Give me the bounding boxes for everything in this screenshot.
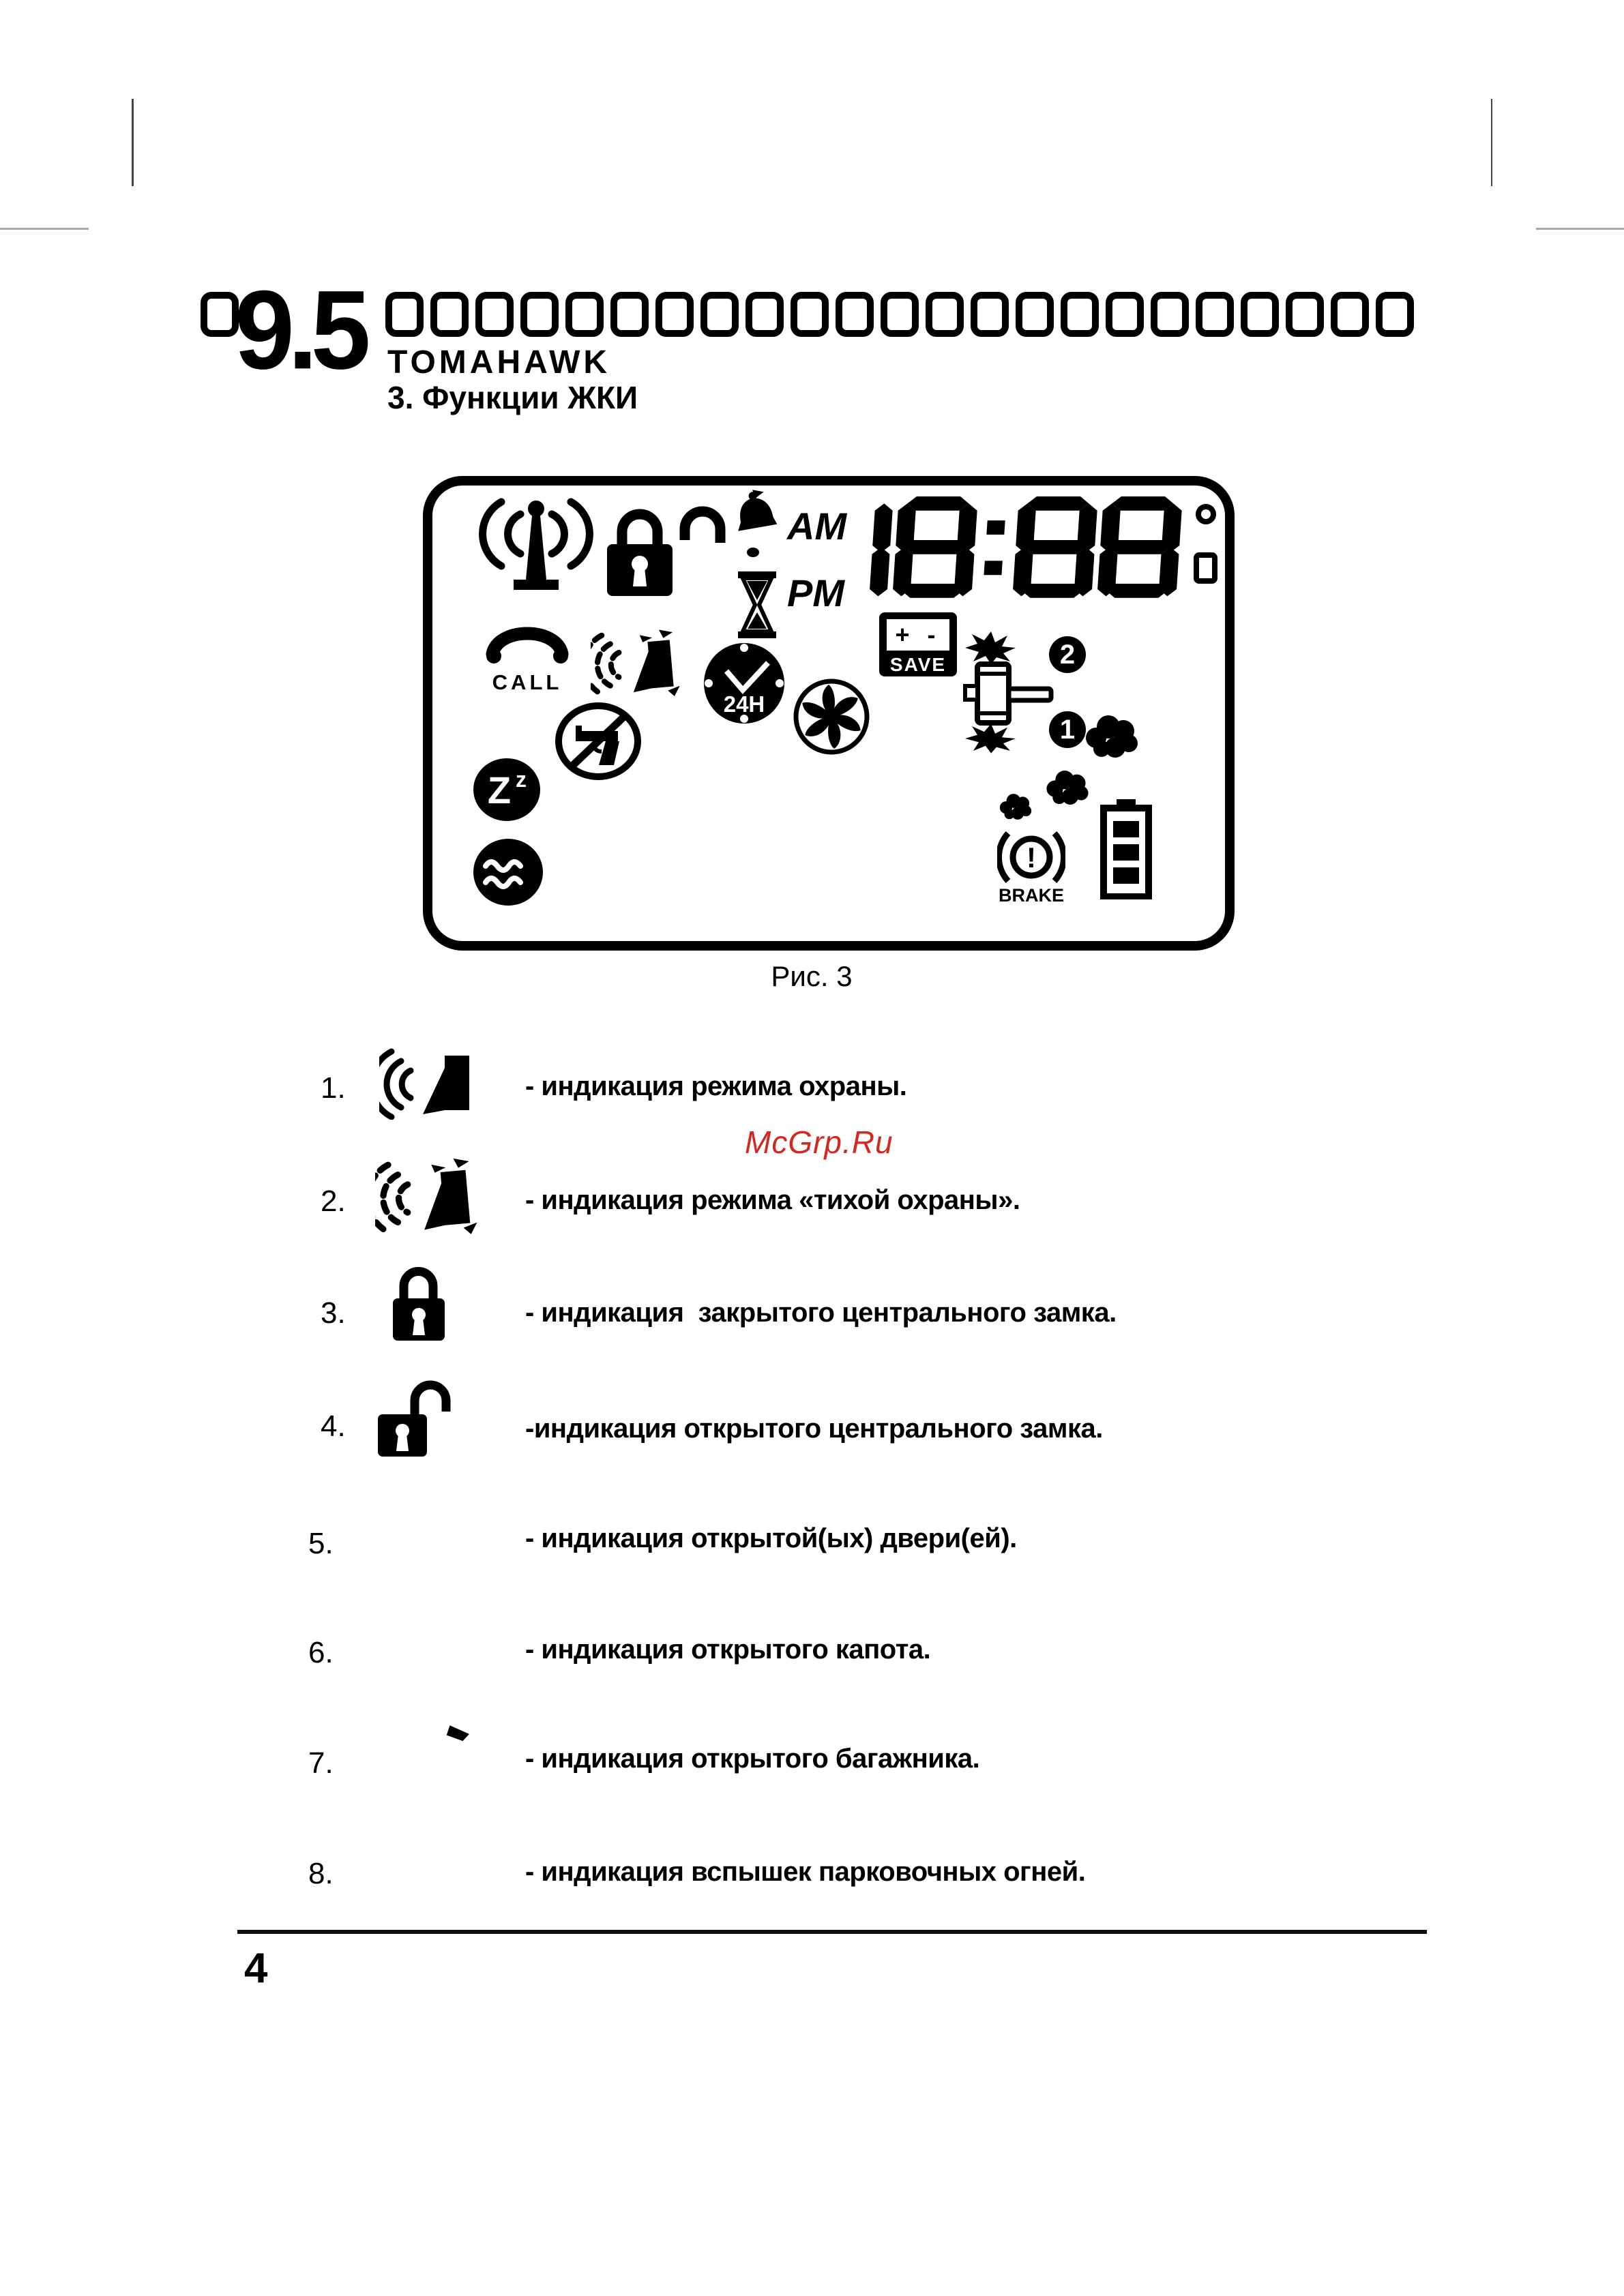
lock-open-icon <box>375 1369 458 1461</box>
call-label: CALL <box>492 670 563 694</box>
legend-num: 3. <box>321 1296 346 1330</box>
time-display <box>850 496 1185 600</box>
battery-level-icon <box>1099 799 1153 899</box>
header-tile <box>1016 292 1054 337</box>
legend-num: 4. <box>321 1410 346 1443</box>
sleep-z-big: Z <box>487 769 512 811</box>
page-number: 4 <box>244 1945 268 1992</box>
svg-text:!: ! <box>1027 841 1036 874</box>
sleep-z-small: z <box>516 767 527 792</box>
header-tile-strip <box>385 292 1414 337</box>
sleep-icon <box>472 757 542 823</box>
header-tile <box>475 292 514 337</box>
legend-label: - индикация открытого багажника. <box>525 1744 980 1774</box>
hourglass-icon <box>736 571 778 638</box>
exhaust-cloud-icon <box>999 791 1033 822</box>
footer-divider <box>237 1930 1427 1934</box>
legend-label: -индикация открытого центрального замка. <box>525 1414 1103 1444</box>
lcd-display-panel <box>423 476 1235 951</box>
legend-label: - индикация открытого капота. <box>525 1635 931 1665</box>
heat-waves-icon <box>472 837 544 908</box>
logo-brand: TOMAHAWK <box>387 344 611 381</box>
crop-mark-top-right <box>1491 99 1492 186</box>
legend-label: - индикация открытой(ых) двери(ей). <box>525 1523 1017 1553</box>
lock-closed-icon <box>596 501 743 606</box>
lock-closed-icon <box>386 1259 451 1345</box>
header-tile <box>881 292 919 337</box>
clock-24h-icon <box>702 641 786 726</box>
lock-open-shackle-icon <box>685 511 720 543</box>
legend-num: 1. <box>321 1071 346 1105</box>
header-tile <box>1106 292 1144 337</box>
save-label: SAVE <box>889 654 947 675</box>
sensor-zone-2-badge <box>1049 636 1086 673</box>
figure-caption: Рис. 3 <box>771 960 853 992</box>
sensor-zone-1-badge <box>1049 711 1086 748</box>
header-tile <box>385 292 424 337</box>
car-lights-flash-icon <box>329 1826 491 1893</box>
header-tile <box>926 292 964 337</box>
car-illustration <box>447 1725 469 1741</box>
header-tile <box>430 292 469 337</box>
svg-text:2: 2 <box>1059 640 1076 670</box>
speaker-silent-icon <box>375 1158 481 1238</box>
speaker-silent-icon <box>591 625 683 704</box>
am-indicator: AM <box>787 505 847 548</box>
shock-sensor-icon <box>961 627 1089 757</box>
watermark: McGrp.Ru <box>745 1124 894 1160</box>
battery-polarity-label: + - <box>895 621 941 648</box>
header-tile <box>520 292 559 337</box>
car-trunk-open-icon <box>329 1716 491 1783</box>
exhaust-cloud-icon <box>1084 712 1140 761</box>
call-icon <box>480 618 581 695</box>
battery-save-icon <box>879 612 957 676</box>
legend-num: 2. <box>321 1184 346 1218</box>
legend-label: - индикация режима «тихой охраны». <box>525 1185 1020 1215</box>
header-tile <box>971 292 1009 337</box>
car-door-open-icon <box>329 1499 491 1566</box>
header-tile <box>745 292 784 337</box>
crop-mark-left <box>0 228 89 230</box>
speaker-armed-icon <box>379 1047 482 1120</box>
legend-label: - индикация вспышек парковочных огней. <box>525 1857 1086 1887</box>
impact-burst-icon <box>965 631 1016 664</box>
legend-num: 7. <box>308 1746 334 1780</box>
exhaust-cloud-icon <box>1045 768 1090 807</box>
header-tile <box>610 292 649 337</box>
header-tile <box>565 292 604 337</box>
svg-text:1: 1 <box>1059 715 1076 745</box>
brake-icon <box>997 828 1065 906</box>
header-tile <box>836 292 874 337</box>
bell-icon <box>731 490 780 565</box>
legend-num: 6. <box>308 1636 334 1669</box>
legend-label: - индикация закрытого центрального замка. <box>525 1298 1117 1328</box>
legend-num: 5. <box>308 1527 334 1560</box>
header-tile <box>1376 292 1414 337</box>
header-tile-lead <box>201 292 239 337</box>
header-tile <box>655 292 694 337</box>
antenna-icon <box>463 492 610 618</box>
header-tile <box>1196 292 1234 337</box>
crop-mark-top-left <box>132 99 134 186</box>
brake-label: BRAKE <box>998 885 1065 906</box>
pm-indicator: PM <box>787 571 844 614</box>
legend-num: 8. <box>308 1857 334 1890</box>
header-tile <box>1061 292 1099 337</box>
logo-model-number: 9.5 <box>235 267 364 393</box>
section-title: 3. Функции ЖКИ <box>387 380 638 415</box>
legend-label: - индикация режима охраны. <box>525 1071 907 1101</box>
crop-mark-right <box>1536 228 1624 230</box>
header-tile <box>1331 292 1369 337</box>
car-hood-open-icon <box>329 1607 491 1673</box>
clock-24h-label: 24H <box>723 691 765 717</box>
header-tile <box>1241 292 1279 337</box>
degree-mark-icon <box>1191 499 1220 598</box>
impact-burst-icon <box>965 724 1016 753</box>
header-tile <box>791 292 829 337</box>
header-tile <box>1286 292 1324 337</box>
header-tile <box>1151 292 1189 337</box>
car-status-icon <box>588 732 922 871</box>
header-tile <box>700 292 739 337</box>
